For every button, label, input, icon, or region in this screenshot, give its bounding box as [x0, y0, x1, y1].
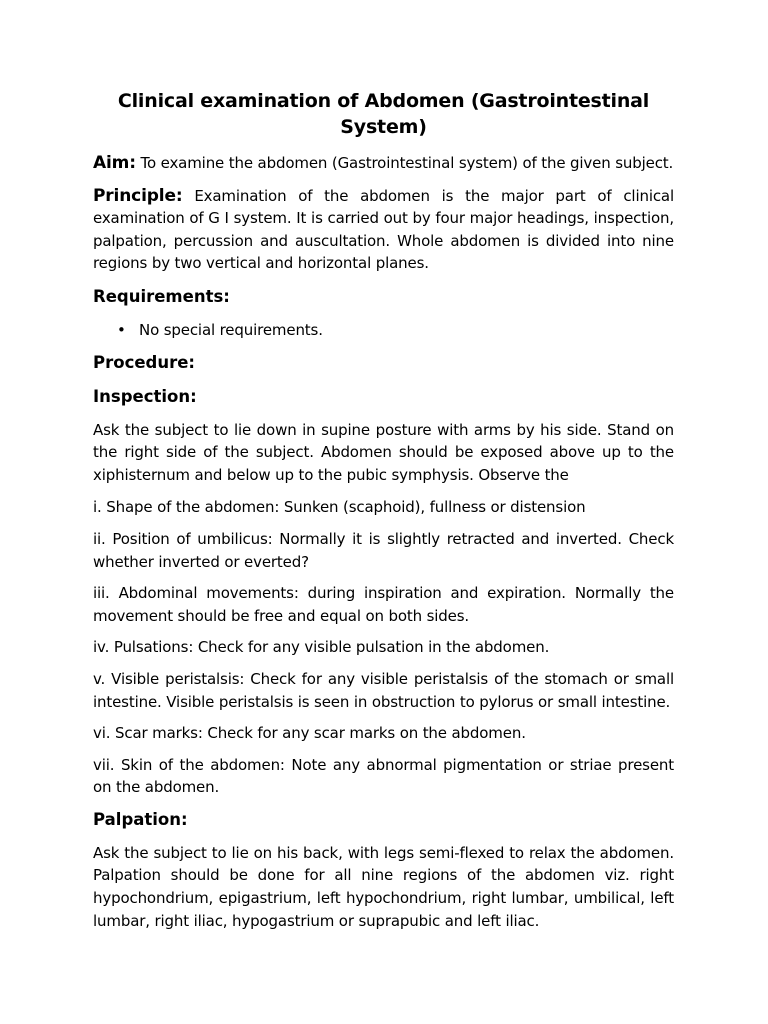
inspection-point-skin: vii. Skin of the abdomen: Note any abnormal pigmentation or striae present on the abdomen.	[93, 755, 674, 797]
requirement-text: No special requirements.	[139, 320, 323, 339]
list-item	[117, 319, 674, 342]
inspection-point-peristalsis: v. Visible peristalsis: Check for any visible peristalsis of the stomach or small intestine. Visible peristalsis is seen in obstruction to pylorus or small intestine.	[93, 669, 674, 711]
inspection-point-umbilicus: ii. Position of umbilicus: Normally it is slightly retracted and inverted. Check whether inverted or everted?	[93, 529, 674, 571]
bullet-icon: •	[117, 320, 126, 339]
inspection-heading: Inspection:	[93, 386, 197, 406]
palpation-heading: Palpation:	[93, 809, 188, 829]
principle-paragraph	[93, 185, 674, 275]
principle-label: Principle:	[93, 185, 183, 206]
procedure-heading: Procedure:	[93, 352, 196, 372]
requirements-heading: Requirements:	[93, 286, 230, 306]
inspection-intro: Ask the subject to lie down in supine posture with arms by his side. Stand on the right side of the subject. Abdomen should be exposed above up to the xiphisternum and below up to the pubic symphysis. Observe the	[93, 420, 674, 484]
aim-paragraph	[93, 152, 674, 175]
document-title: Clinical examination of Abdomen (Gastrointestinal System)	[117, 90, 650, 138]
inspection-point-scar-marks: vi. Scar marks: Check for any scar marks on the abdomen.	[93, 724, 526, 743]
requirements-list	[93, 319, 674, 342]
aim-text: To examine the abdomen (Gastrointestinal system) of the given subject.	[140, 154, 674, 172]
inspection-point-pulsations: iv. Pulsations: Check for any visible pulsation in the abdomen.	[93, 638, 550, 657]
palpation-text: Ask the subject to lie on his back, with legs semi-flexed to relax the abdomen. Palpation should be done for all nine regions of the abdomen viz. right hypochondrium, epigastrium, left hypochondrium, right lumbar, umbilical, left lumbar, right iliac, hypogastrium or suprapubic and left iliac.	[93, 843, 674, 930]
inspection-point-movements: iii. Abdominal movements: during inspiration and expiration. Normally the movement should be free and equal on both sides.	[93, 584, 674, 625]
aim-label: Aim:	[93, 153, 136, 173]
principle-text: Examination of the abdomen is the major part of clinical examination of G I system. It is carried out by four major headings, inspection, palpation, percussion and auscultation. Whole abdomen is divided into nine regions by two vertical and horizontal planes.	[93, 186, 674, 273]
inspection-point-shape: i. Shape of the abdomen: Sunken (scaphoid), fullness or distension	[93, 498, 586, 517]
